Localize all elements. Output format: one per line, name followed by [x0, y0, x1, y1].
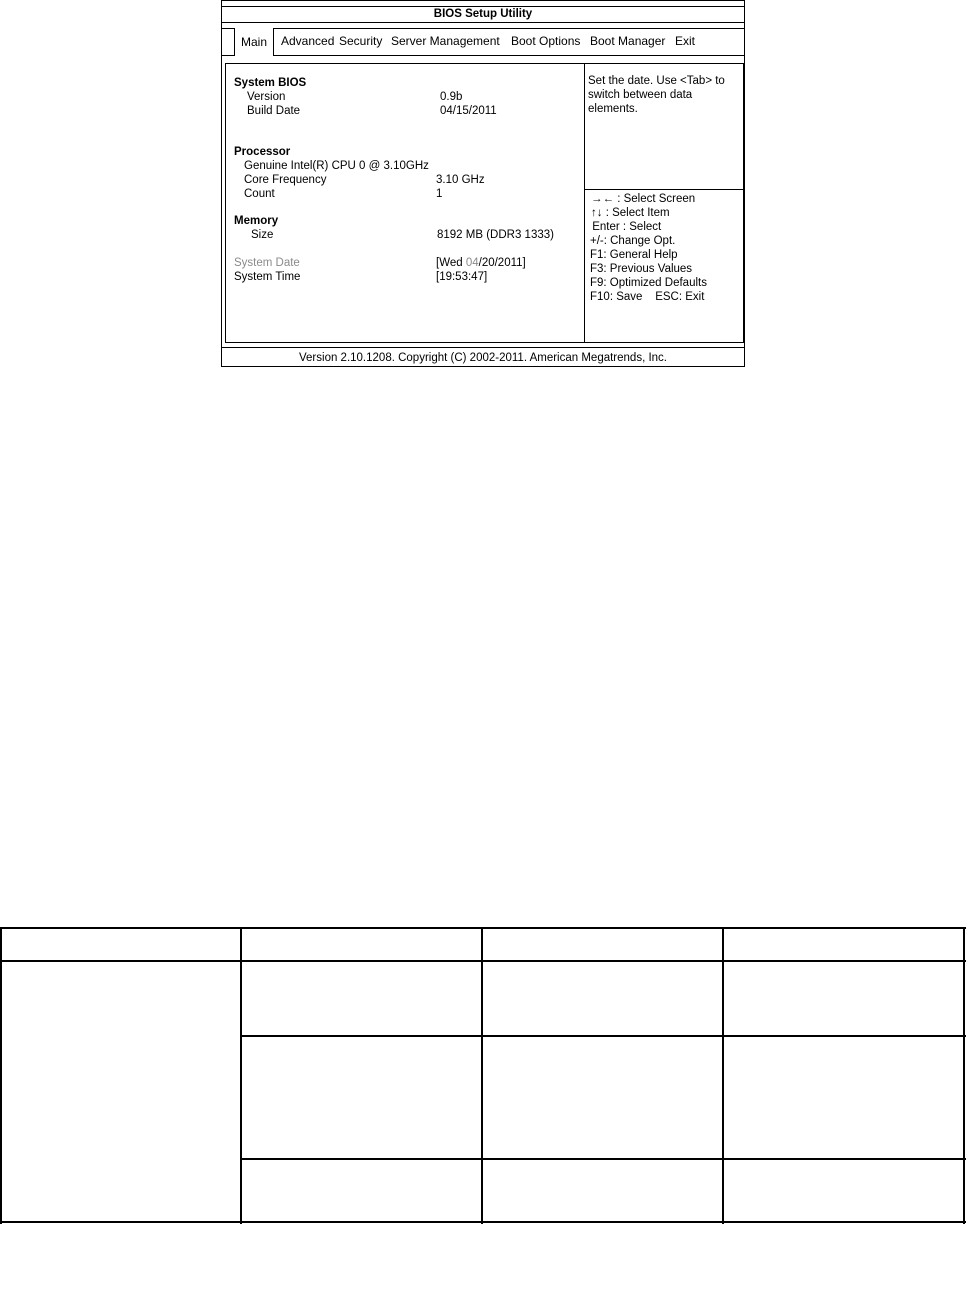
- table-row-divider: [240, 1035, 966, 1037]
- date-month-field[interactable]: 04: [465, 257, 479, 269]
- empty-table: [0, 927, 966, 1224]
- date-prefix: [Wed: [436, 257, 466, 269]
- build-date-value: 04/15/2011: [440, 105, 497, 117]
- table-row-divider: [240, 1158, 966, 1160]
- table-border-left: [0, 927, 2, 1224]
- tab-server-management[interactable]: Server Management: [391, 34, 500, 48]
- panel-divider-vertical: [584, 64, 585, 342]
- bios-version-label: Version: [247, 91, 286, 103]
- tab-advanced[interactable]: Advanced: [281, 34, 335, 48]
- main-content-panel: [225, 63, 744, 343]
- key-optimized-defaults: F9: Optimized Defaults: [590, 277, 707, 289]
- system-time-value[interactable]: [19:53:47]: [436, 271, 488, 283]
- table-col-divider: [240, 927, 242, 1224]
- key-select-item: ↑↓ : Select Item: [591, 207, 670, 219]
- memory-size-label: Size: [251, 229, 274, 241]
- core-frequency-value: 3.10 GHz: [436, 174, 485, 186]
- memory-heading: Memory: [234, 215, 279, 227]
- bios-version-value: 0.9b: [440, 91, 463, 103]
- key-select-screen: →← : Select Screen: [591, 193, 696, 205]
- core-frequency-label: Core Frequency: [244, 174, 327, 186]
- build-date-label: Build Date: [247, 105, 301, 117]
- help-text: Set the date. Use <Tab> to switch between data elements.: [588, 75, 725, 115]
- bios-setup-window: [221, 0, 745, 367]
- bios-footer: Version 2.10.1208. Copyright (C) 2002-2011. American Megatrends, Inc.: [222, 347, 744, 367]
- table-border-bottom: [0, 1221, 966, 1223]
- key-general-help: F1: General Help: [590, 249, 678, 261]
- tab-main[interactable]: Main: [234, 28, 274, 56]
- bios-title: BIOS Setup Utility: [222, 6, 744, 23]
- table-header-divider: [0, 960, 966, 962]
- menu-bar: [222, 28, 744, 56]
- processor-heading: Processor: [234, 146, 291, 158]
- key-change-opt: +/-: Change Opt.: [590, 235, 676, 247]
- panel-divider-horizontal: [584, 189, 745, 190]
- key-enter-select: Enter : Select: [589, 221, 662, 233]
- tab-security[interactable]: Security: [339, 34, 383, 48]
- system-bios-heading: System BIOS: [234, 77, 307, 89]
- tab-boot-manager[interactable]: Boot Manager: [590, 34, 666, 48]
- system-time-label[interactable]: System Time: [234, 271, 301, 283]
- date-rest: /20/2011]: [478, 257, 526, 269]
- tab-exit[interactable]: Exit: [675, 34, 696, 48]
- processor-count-value: 1: [436, 188, 443, 200]
- key-save-exit: F10: Save ESC: Exit: [590, 291, 705, 303]
- table-col-divider: [481, 927, 483, 1224]
- table-col-divider: [722, 927, 724, 1224]
- system-date-label[interactable]: System Date: [234, 257, 300, 269]
- processor-name: Genuine Intel(R) CPU 0 @ 3.10GHz: [244, 160, 429, 172]
- processor-count-label: Count: [244, 188, 275, 200]
- tab-boot-options[interactable]: Boot Options: [511, 34, 581, 48]
- table-border-top: [0, 927, 966, 929]
- table-border-right: [963, 927, 965, 1224]
- system-date-value[interactable]: [436, 256, 526, 270]
- key-previous-values: F3: Previous Values: [590, 263, 693, 275]
- memory-size-value: 8192 MB (DDR3 1333): [437, 229, 554, 241]
